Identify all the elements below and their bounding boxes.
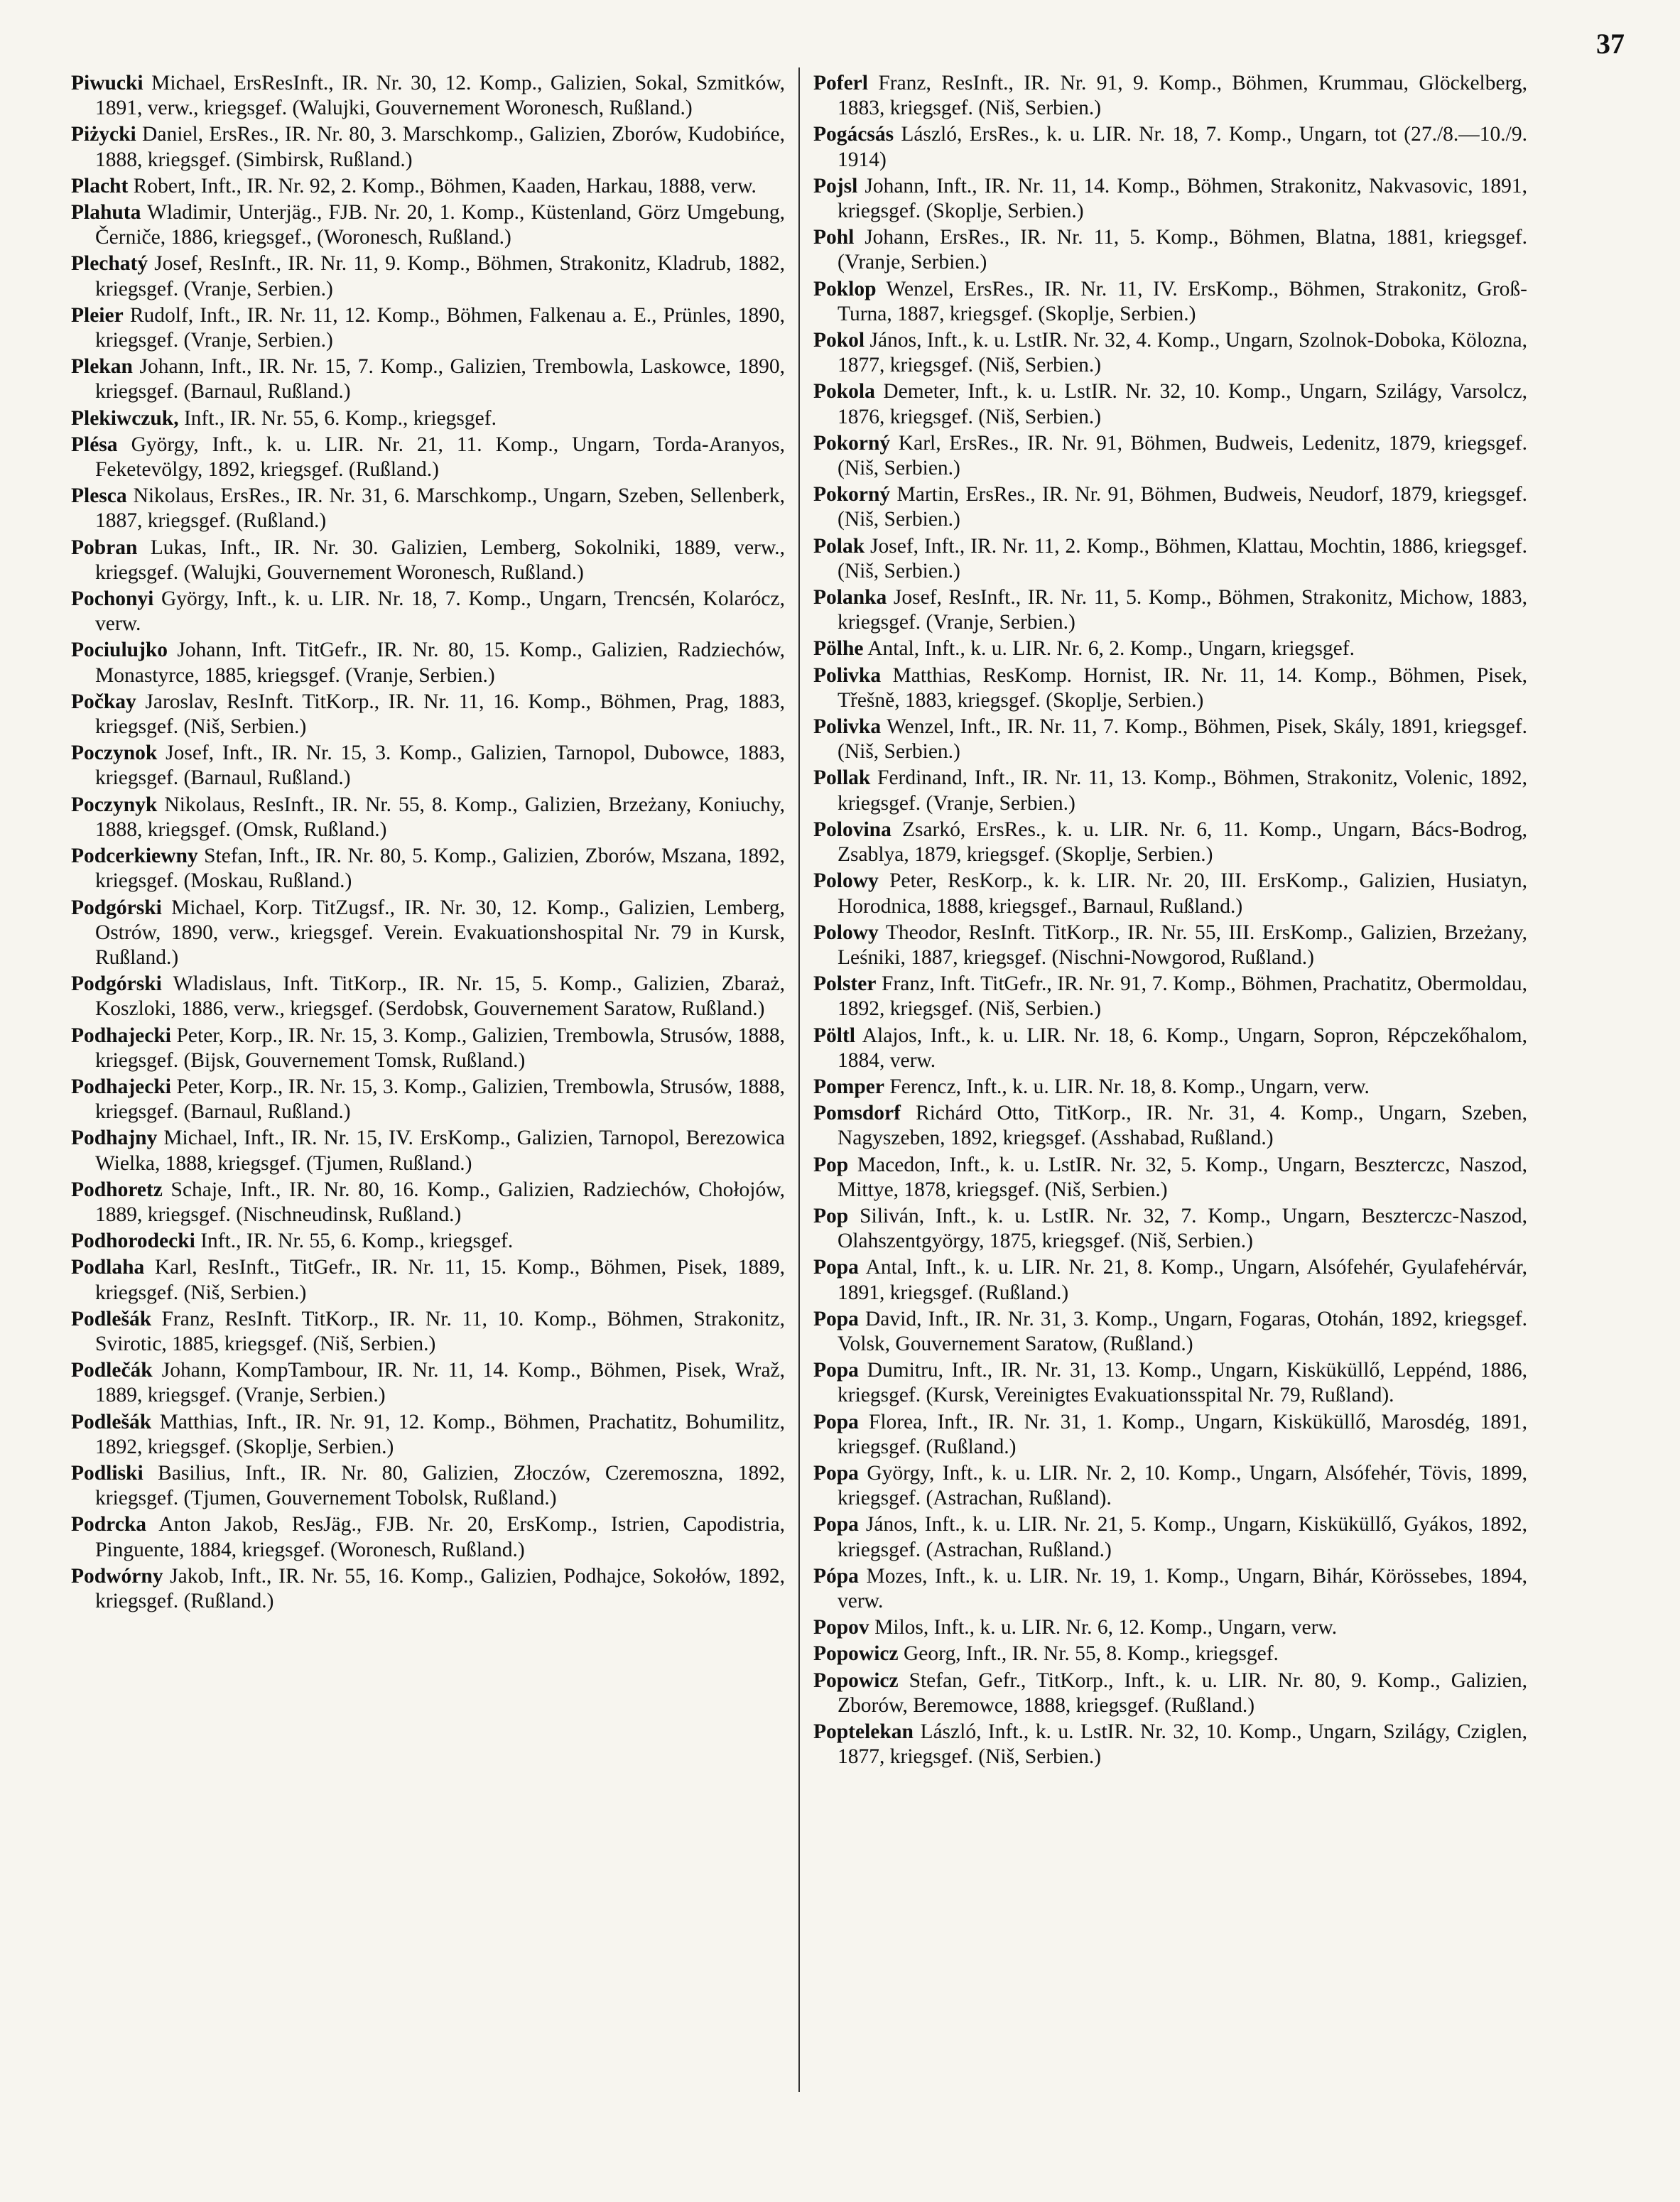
entry-details: Siliván, Inft., k. u. LstIR. Nr. 32, 7. Komp., Ungarn, Beszterczc-Naszod, Olahszentgyörgy, 1875, kriegsgef. (Niš, Serbien.) xyxy=(838,1204,1527,1253)
entry-surname: Podlešák xyxy=(71,1307,152,1330)
entry-details: Basilius, Inft., IR. Nr. 80, Galizien, Złoczów, Czeremoszna, 1892, kriegsgef. (Tjumen, Gouvernement Tobolsk, Rußland.) xyxy=(95,1461,785,1510)
entry-surname: Popa xyxy=(813,1513,859,1536)
register-entry xyxy=(813,1512,1527,1562)
entry-details: Daniel, ErsRes., IR. Nr. 80, 3. Marschkomp., Galizien, Zborów, Kudobińce, 1888, kriegsgef. (Simbirsk, Rußland.) xyxy=(95,123,786,171)
entry-surname: Podlečák xyxy=(71,1359,153,1382)
register-entry xyxy=(813,766,1527,815)
entry-details: David, Inft., IR. Nr. 31, 3. Komp., Ungarn, Fogaras, Otohán, 1892, kriegsgef. Volsk, Gouvernement Saratow, (Rußland.) xyxy=(838,1307,1527,1355)
entry-surname: Polovina xyxy=(813,818,892,841)
entry-surname: Podhajecki xyxy=(71,1024,171,1047)
register-entry xyxy=(813,1720,1527,1769)
entry-details: Karl, ErsRes., IR. Nr. 91, Böhmen, Budweis, Ledenitz, 1879, kriegsgef. (Niš, Serbien.) xyxy=(838,431,1527,480)
entry-surname: Podwórny xyxy=(71,1564,163,1588)
entry-surname: Podrcka xyxy=(71,1513,146,1536)
entry-surname: Pópa xyxy=(813,1564,859,1588)
entry-surname: Podlaha xyxy=(71,1256,145,1279)
register-entry xyxy=(813,277,1527,327)
entry-surname: Polanka xyxy=(813,586,887,609)
register-entry xyxy=(813,174,1527,224)
entry-surname: Pop xyxy=(813,1204,849,1227)
entry-surname: Pochonyi xyxy=(71,587,154,611)
entry-details: Peter, Korp., IR. Nr. 15, 3. Komp., Galizien, Trembowla, Strusów, 1888, kriegsgef. (Barnaul, Rußland.) xyxy=(95,1075,785,1124)
entry-details: Michael, Korp. TitZugsf., IR. Nr. 30, 12. Komp., Galizien, Lemberg, Ostrów, 1890, verw., kriegsgef. Verein. Evakuationshospital Nr. 79 in Kursk, Rußland.) xyxy=(95,896,786,969)
entry-details: Schaje, Inft., IR. Nr. 80, 16. Komp., Galizien, Radziechów, Chołojów, 1889, kriegsgef. (Nischneudinsk, Rußland.) xyxy=(95,1178,785,1226)
column-divider xyxy=(798,67,800,2092)
register-entry xyxy=(813,431,1527,481)
register-entry xyxy=(813,534,1527,584)
entry-details: János, Inft., k. u. LstIR. Nr. 32, 4. Komp., Ungarn, Szolnok-Doboka, Kölozna, 1877, kriegsgef. (Niš, Serbien.) xyxy=(838,329,1528,377)
register-entry xyxy=(71,484,785,533)
entry-details: Stefan, Gefr., TitKorp., Inft., k. u. LIR. Nr. 80, 9. Komp., Galizien, Zborów, Beremowce, 1888, kriegsgef. (Rußland.) xyxy=(838,1669,1528,1717)
register-entry xyxy=(813,225,1527,275)
entry-surname: Piżycki xyxy=(71,123,136,146)
register-entry xyxy=(71,972,785,1021)
register-entry xyxy=(813,71,1527,121)
entry-surname: Popa xyxy=(813,1461,859,1485)
entry-surname: Poptelekan xyxy=(813,1720,914,1743)
entry-surname: Polowy xyxy=(813,869,879,893)
register-entry xyxy=(813,972,1527,1021)
entry-surname: Pop xyxy=(813,1153,849,1176)
entry-details: Franz, ResInft., IR. Nr. 91, 9. Komp., Böhmen, Krummau, Glöckelberg, 1883, kriegsgef. (Niš, Serbien.) xyxy=(838,72,1528,120)
entry-details: Franz, ResInft. TitKorp., IR. Nr. 11, 10. Komp., Böhmen, Strakonitz, Svirotic, 1885, kriegsgef. (Niš, Serbien.) xyxy=(95,1307,786,1355)
entry-details: Inft., IR. Nr. 55, 6. Komp., kriegsgef. xyxy=(200,1230,514,1253)
entry-surname: Podhajecki xyxy=(71,1075,171,1098)
entry-surname: Pohl xyxy=(813,226,855,249)
entry-details: Georg, Inft., IR. Nr. 55, 8. Komp., kriegsgef. xyxy=(904,1642,1279,1666)
entry-surname: Polivka xyxy=(813,663,882,687)
entry-details: Demeter, Inft., k. u. LstIR. Nr. 32, 10. Komp., Ungarn, Szilágy, Varsolcz, 1876, kriegsgef. (Niš, Serbien.) xyxy=(838,380,1528,428)
entry-details: Stefan, Inft., IR. Nr. 80, 5. Komp., Galizien, Zborów, Mszana, 1892, kriegsgef. (Moskau, Rußland.) xyxy=(95,845,786,893)
entry-surname: Popowicz xyxy=(813,1669,899,1692)
entry-surname: Pollak xyxy=(813,766,871,790)
register-entry xyxy=(813,1101,1527,1151)
register-entry xyxy=(813,1615,1527,1640)
register-entry xyxy=(71,354,785,404)
register-entry xyxy=(813,585,1527,635)
entry-details: Wenzel, ErsRes., IR. Nr. 11, IV. ErsKomp., Böhmen, Strakonitz, Groß-Turna, 1887, kriegsgef. (Skoplje, Serbien.) xyxy=(838,277,1527,325)
entry-surname: Plésa xyxy=(71,433,118,456)
entry-surname: Pokol xyxy=(813,329,865,352)
register-entry xyxy=(71,71,785,121)
register-entry xyxy=(813,122,1527,172)
register-entry xyxy=(813,1255,1527,1305)
entry-surname: Pokola xyxy=(813,380,875,403)
page-number: 37 xyxy=(1596,28,1625,60)
entry-details: Lukas, Inft., IR. Nr. 30. Galizien, Lemberg, Sokolniki, 1889, verw., kriegsgef. (Walujki, Gouvernement Woronesch, Rußland.) xyxy=(95,536,786,584)
register-entry xyxy=(71,1564,785,1614)
entry-details: Matthias, Inft., IR. Nr. 91, 12. Komp., Böhmen, Prachatitz, Bohumilitz, 1892, kriegsgef. (Skoplje, Serbien.) xyxy=(95,1410,785,1458)
entry-surname: Pleier xyxy=(71,303,124,327)
register-entry xyxy=(813,1642,1527,1666)
entry-details: Johann, KompTambour, IR. Nr. 11, 14. Komp., Böhmen, Pisek, Wraž, 1889, kriegsgef. (Vranje, Serbien.) xyxy=(95,1359,786,1407)
register-entry xyxy=(71,741,785,791)
entry-details: Michael, Inft., IR. Nr. 15, IV. ErsKomp., Galizien, Tarnopol, Berezowica Wielka, 1888, kriegsgef. (Tjumen, Rußland.) xyxy=(95,1127,786,1175)
entry-details: László, Inft., k. u. LstIR. Nr. 32, 10. Komp., Ungarn, Szilágy, Cziglen, 1877, kriegsgef. (Niš, Serbien.) xyxy=(838,1720,1527,1769)
register-entry xyxy=(813,1461,1527,1511)
entry-details: Ferdinand, Inft., IR. Nr. 11, 13. Komp., Böhmen, Strakonitz, Volenic, 1892, kriegsgef. (Vranje, Serbien.) xyxy=(838,766,1527,815)
register-entry xyxy=(71,1512,785,1562)
register-entry xyxy=(71,303,785,353)
entry-details: Matthias, ResKomp. Hornist, IR. Nr. 11, 14. Komp., Böhmen, Pisek, Třešně, 1883, kriegsgef. (Skoplje, Serbien.) xyxy=(838,663,1527,712)
register-entry xyxy=(813,1153,1527,1203)
entry-surname: Popowicz xyxy=(813,1642,899,1666)
entry-details: Josef, ResInft., IR. Nr. 11, 9. Komp., Böhmen, Strakonitz, Kladrub, 1882, kriegsgef. (Vranje, Serbien.) xyxy=(95,252,785,300)
entry-details: Josef, ResInft., IR. Nr. 11, 5. Komp., Böhmen, Strakonitz, Michow, 1883, kriegsgef. (Vranje, Serbien.) xyxy=(838,586,1527,634)
entry-surname: Popa xyxy=(813,1307,859,1330)
entry-details: Josef, Inft., IR. Nr. 11, 2. Komp., Böhmen, Klattau, Mochtin, 1886, kriegsgef. (Niš, Serbien.) xyxy=(838,534,1527,582)
register-entry xyxy=(71,1358,785,1408)
entry-surname: Popa xyxy=(813,1410,859,1433)
entry-details: Jakob, Inft., IR. Nr. 55, 16. Komp., Galizien, Podhajce, Sokołów, 1892, kriegsgef. (Rußland.) xyxy=(95,1564,786,1612)
entry-details: Florea, Inft., IR. Nr. 31, 1. Komp., Ungarn, Kisküküllő, Marosdég, 1891, kriegsgef. (Rußland.) xyxy=(838,1410,1527,1458)
register-entry xyxy=(813,818,1527,867)
entry-surname: Popa xyxy=(813,1359,859,1382)
entry-surname: Plekan xyxy=(71,355,133,379)
register-entry xyxy=(813,1204,1527,1254)
entry-surname: Počkay xyxy=(71,690,136,713)
entry-details: Richárd Otto, TitKorp., IR. Nr. 31, 4. Komp., Ungarn, Szeben, Nagyszeben, 1892, kriegsgef. (Asshabad, Rußland.) xyxy=(838,1102,1527,1150)
entry-details: Macedon, Inft., k. u. LstIR. Nr. 32, 5. Komp., Ungarn, Beszterczc, Naszod, Mittye, 1878, kriegsgef. (Niš, Serbien.) xyxy=(838,1153,1528,1201)
entry-surname: Plahuta xyxy=(71,201,141,224)
entry-surname: Pokorný xyxy=(813,483,891,506)
register-entry xyxy=(813,869,1527,918)
entry-surname: Poferl xyxy=(813,72,868,94)
entry-details: Peter, Korp., IR. Nr. 15, 3. Komp., Galizien, Trembowla, Strusów, 1888, kriegsgef. (Bijsk, Gouvernement Tomsk, Rußland.) xyxy=(95,1024,785,1072)
entry-details: Zsarkó, ErsRes., k. u. LIR. Nr. 6, 11. Komp., Ungarn, Bács-Bodrog, Zsablya, 1879, kriegsgef. (Skoplje, Serbien.) xyxy=(838,818,1528,867)
entry-details: Martin, ErsRes., IR. Nr. 91, Böhmen, Budweis, Neudorf, 1879, kriegsgef. (Niš, Serbien.) xyxy=(838,483,1528,531)
entry-details: Nikolaus, ErsRes., IR. Nr. 31, 6. Marschkomp., Ungarn, Szeben, Sellenberk, 1887, kriegsgef. (Rußland.) xyxy=(95,484,785,533)
register-entry xyxy=(71,638,785,688)
entry-surname: Placht xyxy=(71,174,129,197)
entry-surname: Podliski xyxy=(71,1461,143,1485)
entry-surname: Poczynyk xyxy=(71,793,158,816)
entry-surname: Piwucki xyxy=(71,72,143,94)
entry-surname: Plesca xyxy=(71,484,127,508)
register-entry xyxy=(71,690,785,739)
entry-details: Wladimir, Unterjäg., FJB. Nr. 20, 1. Komp., Küstenland, Görz Umgebung, Černiče, 1886, kriegsgef., (Woronesch, Rußland.) xyxy=(95,201,786,249)
entry-surname: Podhoretz xyxy=(71,1178,163,1201)
entry-surname: Polak xyxy=(813,534,865,558)
register-entry xyxy=(71,1024,785,1073)
entry-details: György, Inft., k. u. LIR. Nr. 18, 7. Komp., Ungarn, Trencsén, Kolarócz, verw. xyxy=(95,587,785,636)
entry-details: Franz, Inft. TitGefr., IR. Nr. 91, 7. Komp., Böhmen, Prachatitz, Obermoldau, 1892, kriegsgef. (Niš, Serbien.) xyxy=(838,972,1528,1021)
entry-details: Robert, Inft., IR. Nr. 92, 2. Komp., Böhmen, Kaaden, Harkau, 1888, verw. xyxy=(133,174,757,197)
entry-surname: Podgórski xyxy=(71,972,162,996)
register-entry xyxy=(71,1410,785,1460)
entry-surname: Pojsl xyxy=(813,174,858,197)
entry-surname: Poklop xyxy=(813,277,877,300)
entry-details: Josef, Inft., IR. Nr. 15, 3. Komp., Galizien, Tarnopol, Dubowce, 1883, kriegsgef. (Barnaul, Rußland.) xyxy=(95,742,785,790)
entry-details: Alajos, Inft., k. u. LIR. Nr. 18, 6. Komp., Ungarn, Sopron, Répczekőhalom, 1884, verw. xyxy=(838,1024,1527,1072)
entry-surname: Pokorný xyxy=(813,431,891,455)
entry-details: Wenzel, Inft., IR. Nr. 11, 7. Komp., Böhmen, Pisek, Skály, 1891, kriegsgef. (Niš, Serbien.) xyxy=(838,715,1528,764)
register-entry xyxy=(813,1024,1527,1073)
entry-surname: Polivka xyxy=(813,715,882,739)
register-entry xyxy=(71,1229,785,1254)
register-entry xyxy=(813,1307,1527,1357)
entry-surname: Podgórski xyxy=(71,896,162,919)
entry-surname: Polster xyxy=(813,972,877,996)
register-entry xyxy=(71,896,785,971)
register-entry xyxy=(813,663,1527,713)
entry-surname: Podhajny xyxy=(71,1127,158,1150)
register-entry xyxy=(71,844,785,894)
entry-details: Nikolaus, ResInft., IR. Nr. 55, 8. Komp., Galizien, Brzeżany, Koniuchy, 1888, kriegsgef. (Omsk, Rußland.) xyxy=(95,793,786,841)
register-entry xyxy=(71,122,785,172)
entry-details: Michael, ErsResInft., IR. Nr. 30, 12. Komp., Galizien, Sokal, Szmitków, 1891, verw., kriegsgef. (Walujki, Gouvernement Woronesch, Rußland.) xyxy=(95,72,785,120)
register-entry xyxy=(71,536,785,585)
entry-details: Johann, Inft., IR. Nr. 11, 14. Komp., Böhmen, Strakonitz, Nakvasovic, 1891, kriegsgef. (Skoplje, Serbien.) xyxy=(838,174,1528,223)
register-entry xyxy=(71,1178,785,1227)
register-entry xyxy=(813,1075,1527,1100)
entry-details: Peter, ResKorp., k. k. LIR. Nr. 20, III. ErsKomp., Galizien, Husiatyn, Horodnica, 1888, kriegsgef., Barnaul, Rußland.) xyxy=(838,869,1527,918)
register-entry xyxy=(71,406,785,431)
register-entry xyxy=(71,1075,785,1124)
entry-details: Ferencz, Inft., k. u. LIR. Nr. 18, 8. Komp., Ungarn, verw. xyxy=(889,1075,1370,1098)
entry-details: Johann, Inft., IR. Nr. 15, 7. Komp., Galizien, Trembowla, Laskowce, 1890, kriegsgef. (Barnaul, Rußland.) xyxy=(95,355,785,403)
register-entry xyxy=(813,328,1527,378)
entry-surname: Pöltl xyxy=(813,1024,855,1047)
register-entry xyxy=(71,251,785,301)
entry-details: Karl, ResInft., TitGefr., IR. Nr. 11, 15. Komp., Böhmen, Pisek, 1889, kriegsgef. (Niš, Serbien.) xyxy=(95,1256,786,1304)
entry-details: Antal, Inft., k. u. LIR. Nr. 21, 8. Komp., Ungarn, Alsófehér, Gyulafehérvár, 1891, kriegsgef. (Rußland.) xyxy=(838,1256,1528,1304)
entry-details: Theodor, ResInft. TitKorp., IR. Nr. 55, III. ErsKomp., Galizien, Brzeżany, Leśniki, 1887, kriegsgef. (Nischni-Nowgorod, Rußland.) xyxy=(838,921,1527,969)
register-entry xyxy=(71,1307,785,1357)
entry-details: János, Inft., k. u. LIR. Nr. 21, 5. Komp., Ungarn, Kisküküllő, Gyákos, 1892, kriegsgef. (Astrachan, Rußland.) xyxy=(838,1513,1528,1561)
entry-surname: Polowy xyxy=(813,921,879,944)
entry-surname: Pölhe xyxy=(813,637,864,661)
register-entry xyxy=(813,379,1527,429)
entry-surname: Poczynok xyxy=(71,742,158,765)
register-entry xyxy=(813,1410,1527,1460)
right-column xyxy=(813,71,1527,1771)
register-entry xyxy=(813,482,1527,532)
register-entry xyxy=(71,433,785,482)
entry-details: Inft., IR. Nr. 55, 6. Komp., kriegsgef. xyxy=(183,406,497,430)
entry-details: Wladislaus, Inft. TitKorp., IR. Nr. 15, 5. Komp., Galizien, Zbaraż, Koszloki, 1886, verw., kriegsgef. (Serdobsk, Gouvernement Saratow, Rußland.) xyxy=(95,972,785,1021)
entry-surname: Pobran xyxy=(71,536,138,559)
register-entry xyxy=(71,793,785,842)
entry-surname: Pomper xyxy=(813,1075,884,1098)
entry-details: György, Inft., k. u. LIR. Nr. 2, 10. Komp., Ungarn, Alsófehér, Tövis, 1899, kriegsgef. (Astrachan, Rußland). xyxy=(838,1461,1528,1510)
entry-surname: Podlešák xyxy=(71,1410,152,1433)
register-entry xyxy=(71,1461,785,1511)
entry-details: Dumitru, Inft., IR. Nr. 31, 13. Komp., Ungarn, Kisküküllő, Leppénd, 1886, kriegsgef. (Kursk, Vereinigtes Evakuationsspital Nr. 79, Rußland). xyxy=(838,1359,1527,1407)
register-entry xyxy=(71,1126,785,1176)
entry-details: Mozes, Inft., k. u. LIR. Nr. 19, 1. Komp., Ungarn, Bihár, Körössebes, 1894, verw. xyxy=(838,1564,1527,1612)
entry-surname: Pociulujko xyxy=(71,639,168,662)
entry-surname: Popov xyxy=(813,1616,869,1639)
register-entry xyxy=(813,1358,1527,1408)
register-entry xyxy=(813,715,1527,764)
register-entry xyxy=(71,174,785,199)
entry-surname: Pogácsás xyxy=(813,123,894,146)
entry-details: Johann, ErsRes., IR. Nr. 11, 5. Komp., Böhmen, Blatna, 1881, kriegsgef. (Vranje, Serbien.) xyxy=(838,226,1528,274)
entry-details: Jaroslav, ResInft. TitKorp., IR. Nr. 11, 16. Komp., Böhmen, Prag, 1883, kriegsgef. (Niš, Serbien.) xyxy=(95,690,786,739)
entry-details: Milos, Inft., k. u. LIR. Nr. 6, 12. Komp., Ungarn, verw. xyxy=(874,1616,1338,1639)
register-entry xyxy=(71,587,785,636)
entry-details: Antal, Inft., k. u. LIR. Nr. 6, 2. Komp., Ungarn, kriegsgef. xyxy=(867,637,1355,661)
entry-details: Rudolf, Inft., IR. Nr. 11, 12. Komp., Böhmen, Falkenau a. E., Prünles, 1890, kriegsgef. (Vranje, Serbien.) xyxy=(95,303,785,352)
left-column xyxy=(71,71,785,1615)
register-entry xyxy=(813,1669,1527,1718)
entry-surname: Plechatý xyxy=(71,252,148,276)
entry-surname: Pomsdorf xyxy=(813,1102,901,1125)
register-entry xyxy=(71,1255,785,1305)
register-entry xyxy=(813,1564,1527,1614)
entry-details: László, ErsRes., k. u. LIR. Nr. 18, 7. Komp., Ungarn, tot (27./8.—10./9. 1914) xyxy=(838,123,1527,171)
entry-surname: Podcerkiewny xyxy=(71,845,198,868)
entry-surname: Plekiwczuk, xyxy=(71,406,179,430)
entry-details: Johann, Inft. TitGefr., IR. Nr. 80, 15. Komp., Galizien, Radziechów, Monastyrce, 1885, kriegsgef. (Vranje, Serbien.) xyxy=(95,639,786,687)
register-entry xyxy=(813,636,1527,661)
entry-details: Anton Jakob, ResJäg., FJB. Nr. 20, ErsKomp., Istrien, Capodistria, Pinguente, 1884, kriegsgef. (Woronesch, Rußland.) xyxy=(95,1513,785,1561)
register-entry xyxy=(71,200,785,250)
entry-surname: Popa xyxy=(813,1256,859,1279)
entry-surname: Podhorodecki xyxy=(71,1230,195,1253)
entry-details: György, Inft., k. u. LIR. Nr. 21, 11. Komp., Ungarn, Torda-Aranyos, Feketevölgy, 1892, kriegsgef. (Rußland.) xyxy=(95,433,786,482)
register-entry xyxy=(813,921,1527,970)
